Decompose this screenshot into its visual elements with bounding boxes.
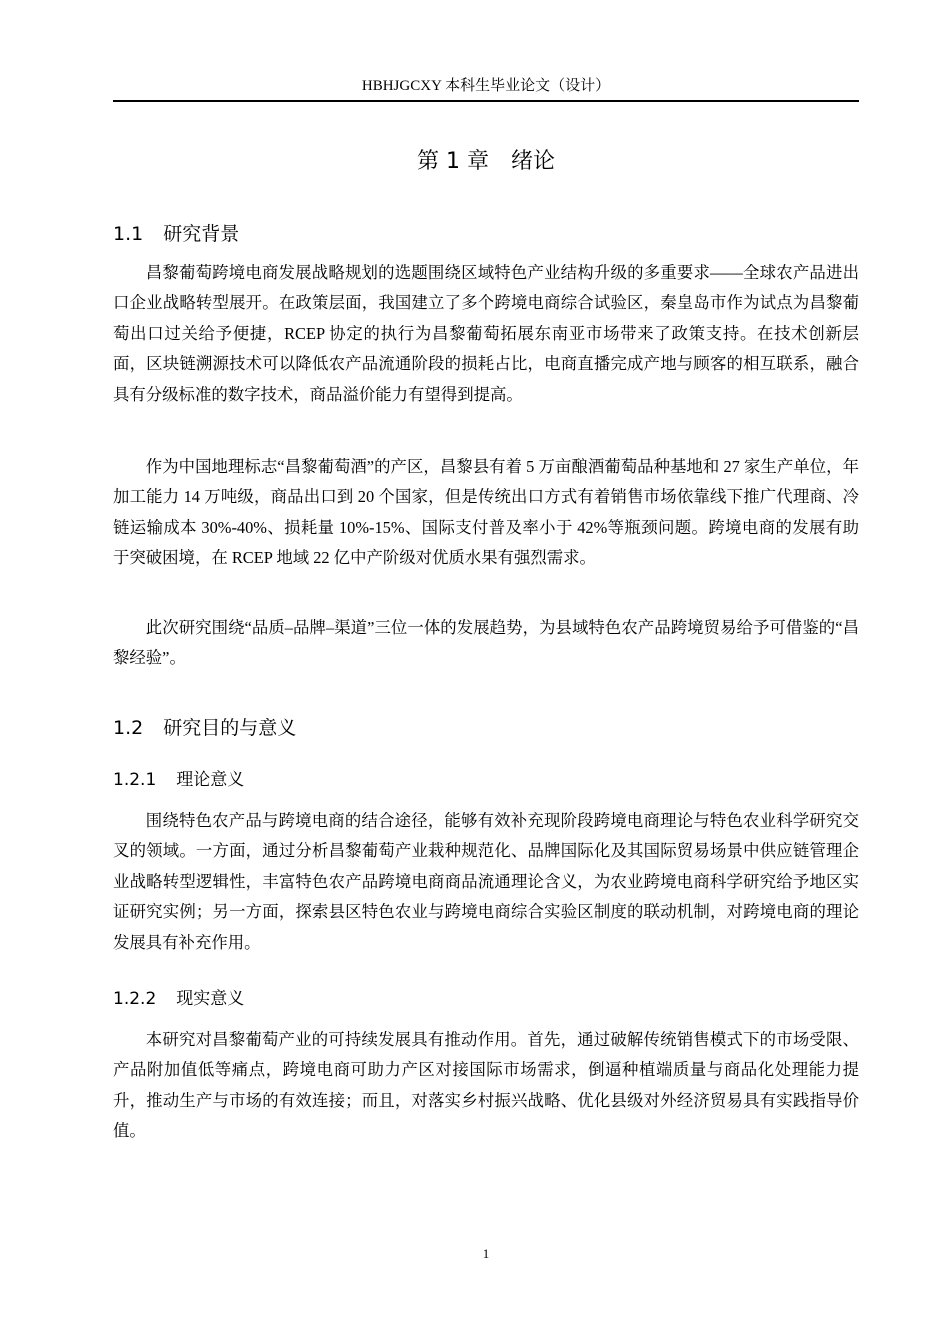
- section-number: 1.1: [113, 223, 144, 245]
- subsection-number: 1.2.1: [113, 770, 157, 790]
- page-number: 1: [482, 1246, 490, 1261]
- subsection-number: 1.2.2: [113, 989, 157, 1009]
- header-rule: [113, 100, 859, 102]
- paragraph-background-3: 此次研究围绕“品质–品牌–渠道”三位一体的发展趋势，为县域特色农产品跨境贸易给予可借鉴的“昌黎经验”。: [113, 618, 859, 668]
- paragraph-background-1: 昌黎葡萄跨境电商发展战略规划的选题围绕区域特色产业结构升级的多重要求——全球农产品进出口企业战略转型展开。在政策层面，我国建立了多个跨境电商综合试验区，秦皇岛市作为试点为昌黎葡萄出口过关给予便捷，RCEP 协定的执行为昌黎葡萄拓展东南亚市场带来了政策支持。在技术创新层面，区块链溯源技术可以降低农产品流通阶段的损耗占比，电商直播完成产地与顾客的相互联系，融合具有分级标准的数字技术，商品溢价能力有望得到提高。: [113, 263, 859, 404]
- subsection-heading-1-2-1: [113, 767, 244, 793]
- section-heading-1-1: [113, 220, 239, 248]
- paragraph-background-2: 作为中国地理标志“昌黎葡萄酒”的产区，昌黎县有着 5 万亩酿酒葡萄品种基地和 27 家生产单位，年加工能力 14 万吨级，商品出口到 20 个国家，但是传统出口方式有着销售市场依靠线下推广代理商、冷链运输成本 30%-40%、损耗量 10%-15%、国际支付普及率小于 42%等瓶颈问题。跨境电商的发展有助于突破困境，在 RCEP 地域 22 亿中产阶级对优质水果有强烈需求。: [113, 457, 859, 568]
- subsection-title: 理论意义: [176, 770, 245, 790]
- paragraph-practical-significance: 本研究对昌黎葡萄产业的可持续发展具有推动作用。首先，通过破解传统销售模式下的市场受限、产品附加值低等痛点，跨境电商可助力产区对接国际市场需求，倒逼种植端质量与商品化处理能力提升，推动生产与市场的有效连接；而且，对落实乡村振兴战略、优化县级对外经济贸易具有实践指导价值。: [113, 1030, 859, 1141]
- section-title: 研究目的与意义: [163, 717, 297, 739]
- paragraph-theoretical-significance: 围绕特色农产品与跨境电商的结合途径，能够有效补充现阶段跨境电商理论与特色农业科学研究交叉的领域。一方面，通过分析昌黎葡萄产业栽种规范化、品牌国际化及其国际贸易场景中供应链管理企业战略转型逻辑性，丰富特色农产品跨境电商商品流通理论含义，为农业跨境电商科学研究给予地区实证研究实例；另一方面，探索县区特色农业与跨境电商综合实验区制度的联动机制，对跨境电商的理论发展具有补充作用。: [113, 811, 859, 952]
- section-number: 1.2: [113, 717, 144, 739]
- subsection-title: 现实意义: [176, 989, 245, 1009]
- section-title: 研究背景: [163, 223, 240, 245]
- page-header: HBHJGCXY 本科生毕业论文（设计）: [361, 78, 611, 94]
- chapter-title: 第 1 章 绪论: [417, 149, 555, 174]
- section-heading-1-2: [113, 714, 296, 742]
- subsection-heading-1-2-2: [113, 986, 244, 1012]
